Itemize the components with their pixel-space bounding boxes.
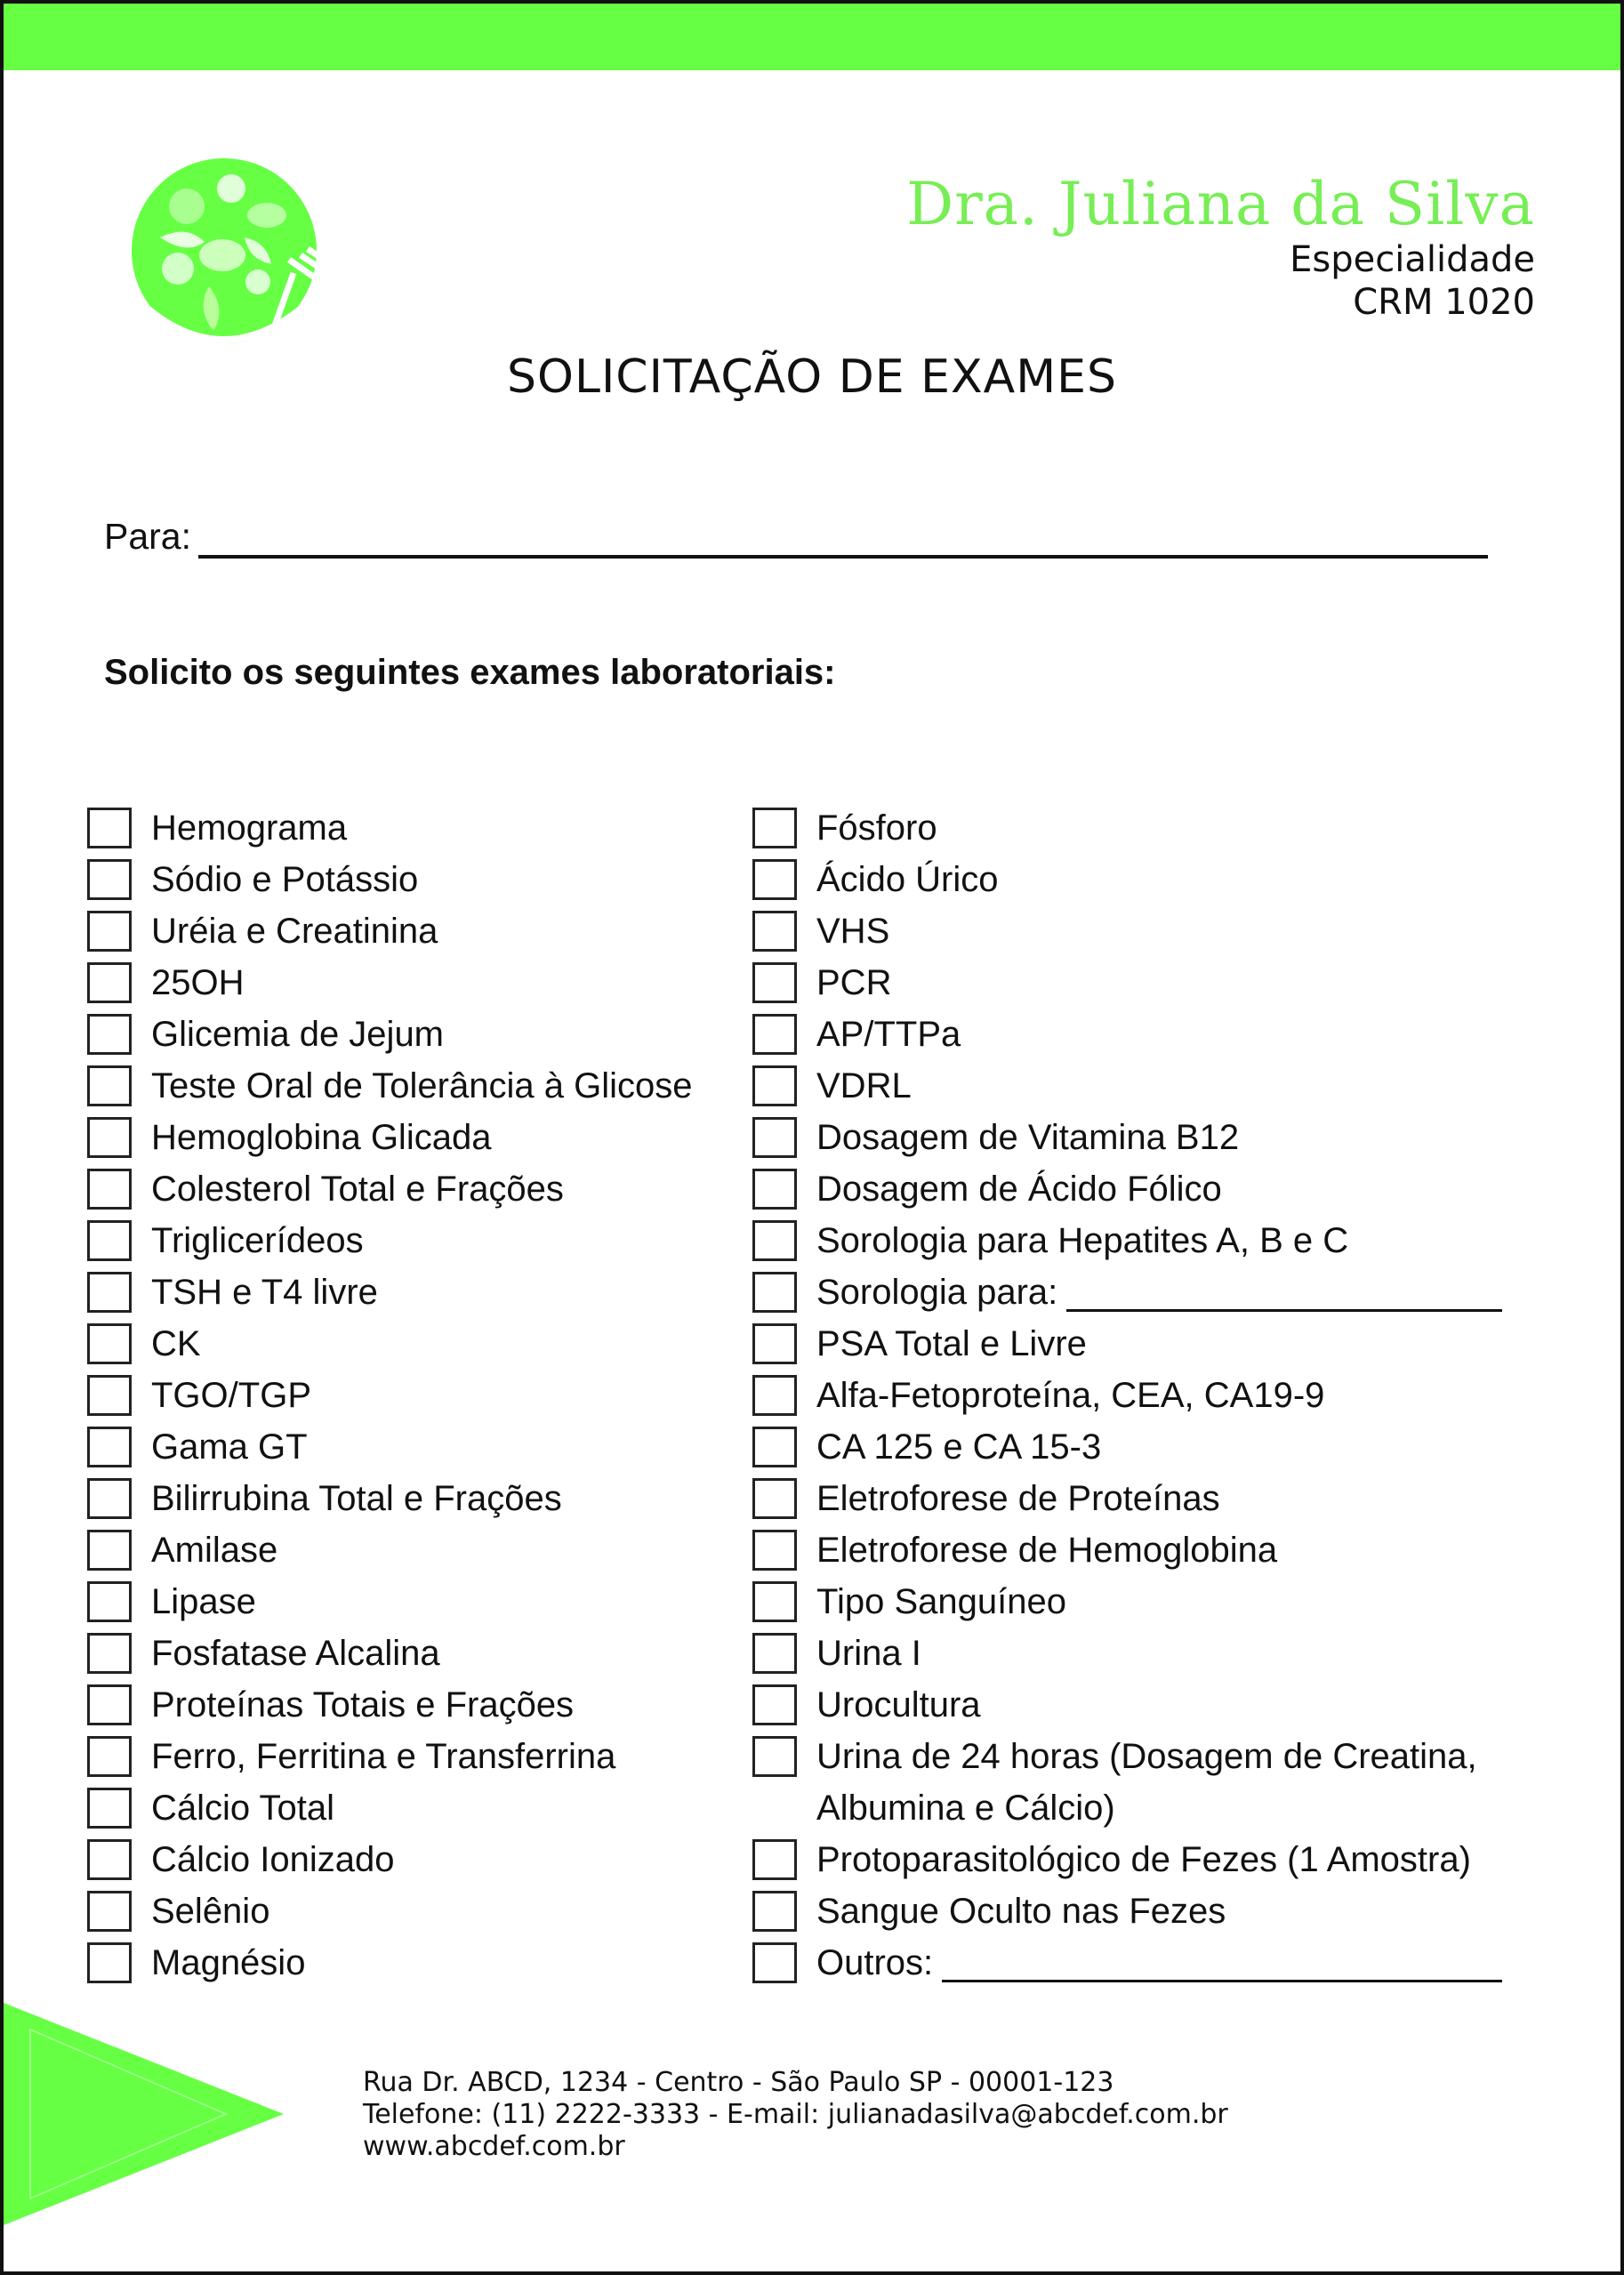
exam-label: Fósforo: [816, 808, 937, 848]
exam-checkbox[interactable]: [87, 1736, 132, 1777]
exam-checkbox[interactable]: [752, 1942, 797, 1983]
exam-item: [752, 1060, 1528, 1112]
exam-checkbox[interactable]: [87, 1220, 132, 1261]
exam-label: Sorologia para Hepatites A, B e C: [816, 1221, 1349, 1260]
write-in-line[interactable]: [942, 1944, 1502, 1982]
exam-checkbox[interactable]: [87, 1530, 132, 1571]
exam-item: [752, 1524, 1528, 1576]
exam-checkbox[interactable]: [87, 1427, 132, 1467]
exam-item: [87, 1628, 692, 1679]
exam-checkbox[interactable]: [752, 1684, 797, 1725]
exam-checkbox[interactable]: [87, 1581, 132, 1622]
exam-item: [752, 1834, 1528, 1885]
exam-item: [752, 1885, 1528, 1937]
exam-checkbox[interactable]: [752, 1014, 797, 1055]
exam-label: Proteínas Totais e Frações: [151, 1685, 575, 1724]
exam-checkbox[interactable]: [752, 1839, 797, 1880]
exam-item: [752, 1266, 1528, 1318]
exam-checkbox[interactable]: [87, 911, 132, 952]
exam-item: [752, 1009, 1528, 1060]
exam-label: Fosfatase Alcalina: [151, 1634, 440, 1673]
para-label: Para:: [104, 516, 191, 557]
exam-item: [752, 1163, 1528, 1215]
exam-checkbox[interactable]: [752, 1530, 797, 1571]
exam-checkbox[interactable]: [752, 1220, 797, 1261]
exam-label: Dosagem de Ácido Fólico: [816, 1170, 1222, 1209]
exam-item: [87, 1421, 692, 1473]
exam-checkbox[interactable]: [87, 1323, 132, 1364]
intro-text: Solicito os seguintes exames laboratoriais:: [104, 653, 836, 692]
exam-label: Eletroforese de Proteínas: [816, 1479, 1220, 1518]
exam-item: [87, 802, 692, 854]
exam-checkbox[interactable]: [87, 1065, 132, 1106]
exam-label: Hemoglobina Glicada: [151, 1118, 492, 1157]
exam-checkbox[interactable]: [87, 1117, 132, 1158]
exam-checkbox[interactable]: [87, 1478, 132, 1519]
exam-item: [87, 1679, 692, 1731]
exam-item: [752, 1731, 1528, 1834]
doctor-info: [906, 171, 1535, 324]
exam-label: Ferro, Ferritina e Transferrina: [151, 1737, 616, 1776]
exam-label: Triglicerídeos: [151, 1221, 364, 1260]
exam-item: [87, 1318, 692, 1370]
exam-checkbox[interactable]: [87, 962, 132, 1003]
exam-checkbox[interactable]: [752, 1736, 797, 1777]
exam-checkbox[interactable]: [752, 1478, 797, 1519]
exam-label: Cálcio Total: [151, 1789, 335, 1828]
exam-checkbox[interactable]: [87, 1788, 132, 1829]
exam-label: Glicemia de Jejum: [151, 1015, 445, 1054]
footer-contact: [363, 2067, 1228, 2163]
exam-item: [87, 1576, 692, 1628]
exam-label: VHS: [816, 912, 890, 951]
exam-label: CA 125 e CA 15-3: [816, 1427, 1102, 1467]
exam-checkbox[interactable]: [752, 1891, 797, 1932]
exam-label: Hemograma: [151, 808, 348, 848]
food-plate-fork-icon: [125, 153, 338, 349]
exam-item: [752, 854, 1528, 905]
exam-label: Sangue Oculto nas Fezes: [816, 1892, 1226, 1931]
exam-item: [752, 1421, 1528, 1473]
exam-item: [752, 1318, 1528, 1370]
exam-checkbox[interactable]: [752, 1065, 797, 1106]
exam-item: [752, 1215, 1528, 1266]
exam-checkbox[interactable]: [752, 1375, 797, 1416]
exam-checkbox[interactable]: [752, 1427, 797, 1467]
exam-checkbox[interactable]: [87, 1014, 132, 1055]
exam-label: Urina de 24 horas (Dosagem de Creatina, Albumina e Cálcio): [816, 1737, 1477, 1828]
exam-list-left: [87, 802, 692, 1989]
exam-checkbox[interactable]: [87, 1272, 132, 1313]
exam-label: Teste Oral de Tolerância à Glicose: [151, 1066, 693, 1105]
exam-item: [87, 1731, 692, 1782]
exam-label: Selênio: [151, 1892, 270, 1931]
exam-label: TSH e T4 livre: [151, 1273, 378, 1312]
doctor-crm: CRM 1020: [1353, 282, 1535, 323]
exam-checkbox[interactable]: [87, 859, 132, 900]
exam-checkbox[interactable]: [87, 1169, 132, 1210]
exam-label: Dosagem de Vitamina B12: [816, 1118, 1240, 1157]
doctor-name: Dra. Juliana da Silva: [906, 170, 1535, 238]
exam-checkbox[interactable]: [87, 1375, 132, 1416]
exam-item: [752, 802, 1528, 854]
exam-checkbox[interactable]: [752, 1272, 797, 1313]
exam-checkbox[interactable]: [752, 859, 797, 900]
exam-label: CK: [151, 1324, 201, 1363]
exam-item: [752, 1679, 1528, 1731]
exam-label: Ácido Úrico: [816, 860, 999, 899]
exam-label: 25OH: [151, 963, 245, 1002]
exam-checkbox[interactable]: [752, 1633, 797, 1674]
exam-item: [752, 1576, 1528, 1628]
exam-item: [87, 1370, 692, 1421]
exam-item: [87, 1060, 692, 1112]
para-input-line[interactable]: [198, 510, 1488, 559]
exam-label: VDRL: [816, 1066, 912, 1105]
exam-item: [87, 1937, 692, 1989]
exam-checkbox[interactable]: [752, 1581, 797, 1622]
exam-item: [752, 1370, 1528, 1421]
top-green-bar: [4, 4, 1620, 70]
exam-item: [752, 1628, 1528, 1679]
exam-checkbox[interactable]: [752, 1169, 797, 1210]
exam-checkbox[interactable]: [87, 1942, 132, 1983]
exam-checkbox[interactable]: [87, 1839, 132, 1880]
para-field-row: [104, 510, 1488, 559]
exam-label: Protoparasitológico de Fezes (1 Amostra): [816, 1840, 1471, 1879]
exam-checkbox[interactable]: [87, 1684, 132, 1725]
exam-label: Sódio e Potássio: [151, 860, 419, 899]
exam-label: Eletroforese de Hemoglobina: [816, 1531, 1278, 1570]
write-in-line[interactable]: [1066, 1274, 1502, 1312]
footer-website: www.abcdef.com.br: [363, 2131, 625, 2162]
exam-label: AP/TTPa: [816, 1015, 961, 1054]
exam-label: TGO/TGP: [151, 1376, 311, 1415]
exam-label: PCR: [816, 963, 892, 1002]
exam-label: PSA Total e Livre: [816, 1324, 1087, 1363]
footer-address: Rua Dr. ABCD, 1234 - Centro - São Paulo SP - 00001-123: [363, 2067, 1114, 2098]
exam-checkbox[interactable]: [752, 808, 797, 848]
exam-item: [752, 957, 1528, 1009]
exam-item: [87, 1885, 692, 1937]
exam-item: [87, 1163, 692, 1215]
exam-label: Amilase: [151, 1531, 278, 1570]
footer-triangle-decoration: [4, 2003, 288, 2225]
exam-checkbox[interactable]: [87, 1633, 132, 1674]
exam-label: Urina I: [816, 1634, 921, 1673]
form-title: SOLICITAÇÃO DE EXAMES: [507, 350, 1117, 404]
exam-label: Lipase: [151, 1582, 256, 1621]
exam-checkbox[interactable]: [752, 1323, 797, 1364]
exam-label: Uréia e Creatinina: [151, 912, 438, 951]
exam-label: Alfa-Fetoproteína, CEA, CA19-9: [816, 1376, 1325, 1415]
exam-checkbox[interactable]: [87, 1891, 132, 1932]
exam-item: [87, 854, 692, 905]
exam-item: [752, 905, 1528, 957]
exam-item: [752, 1112, 1528, 1163]
exam-item: [752, 1937, 1528, 1989]
exam-checkbox[interactable]: [752, 962, 797, 1003]
exam-item: [87, 1834, 692, 1885]
exam-label: Outros:: [816, 1943, 934, 1982]
exam-list-right: [752, 802, 1528, 1989]
doctor-specialty: Especialidade: [1290, 239, 1535, 280]
exam-label: Colesterol Total e Frações: [151, 1170, 564, 1209]
exam-label: Bilirrubina Total e Frações: [151, 1479, 562, 1518]
exam-checkbox[interactable]: [752, 1117, 797, 1158]
exam-label: Gama GT: [151, 1427, 308, 1467]
exam-label: Sorologia para:: [816, 1273, 1058, 1312]
exam-item: [87, 1112, 692, 1163]
exam-item: [87, 1473, 692, 1524]
footer-contact-line: Telefone: (11) 2222-3333 - E-mail: julianadasilva@abcdef.com.br: [363, 2099, 1228, 2130]
exam-item: [87, 1215, 692, 1266]
exam-item: [87, 1782, 692, 1834]
exam-checkbox[interactable]: [752, 911, 797, 952]
exam-item: [87, 957, 692, 1009]
exam-label: Cálcio Ionizado: [151, 1840, 395, 1879]
exam-item: [87, 1009, 692, 1060]
exam-item: [752, 1473, 1528, 1524]
exam-label: Tipo Sanguíneo: [816, 1582, 1066, 1621]
exam-item: [87, 1524, 692, 1576]
exam-checkbox[interactable]: [87, 808, 132, 848]
exam-item: [87, 905, 692, 957]
exam-label: Urocultura: [816, 1685, 981, 1724]
exam-label: Magnésio: [151, 1943, 306, 1982]
exam-item: [87, 1266, 692, 1318]
